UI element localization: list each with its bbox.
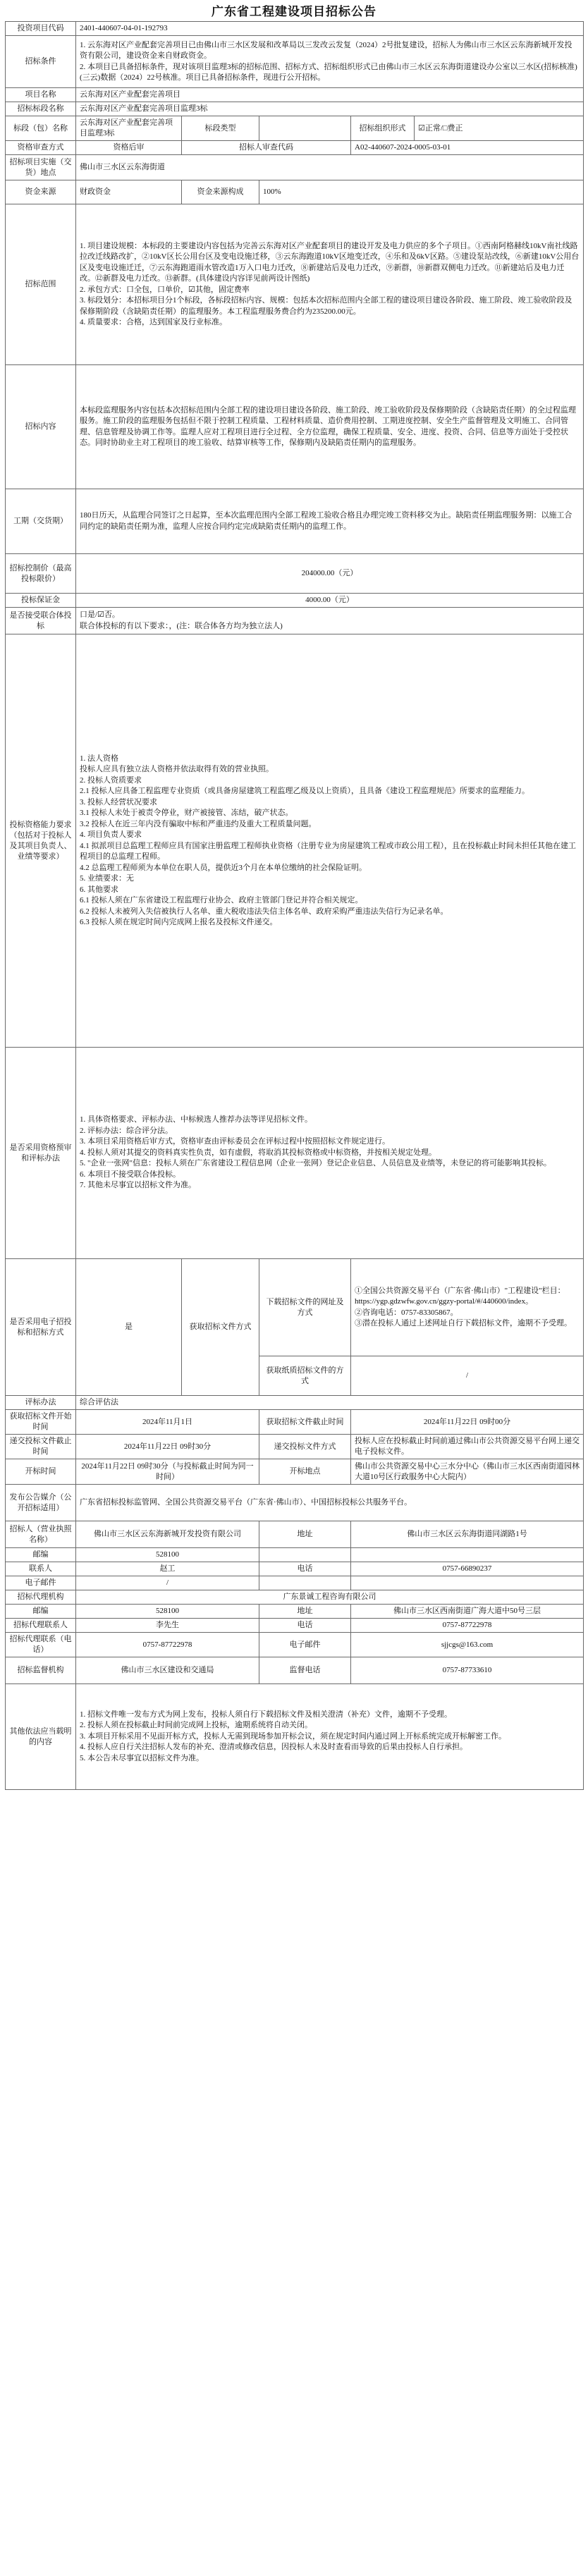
agent-reg-label: 招标代理联系（电话）	[6, 1633, 76, 1657]
deadline-label: 递交投标文件截止时间	[6, 1435, 76, 1459]
row-project-code	[6, 22, 584, 36]
agent-reg-value: 0757-87722978	[76, 1633, 259, 1657]
row-section	[6, 116, 584, 141]
agent-address-value: 佛山市三水区西南街道广海大道中50号三层	[351, 1605, 584, 1619]
tenderer-email-value: /	[76, 1576, 259, 1590]
section-name-value: 云东海对区产业配套完善项目监理3标	[76, 102, 584, 116]
section-type-label: 标段类型	[182, 116, 259, 141]
content-cell	[76, 365, 584, 489]
funding-ratio-label: 资金来源构成	[182, 180, 259, 204]
duration-text: 180日历天，从监理合同签订之日起算，至本次监理范围内全部工程竣工验收合格且办理完竣工资料移交为止。缺陷责任期监理服务期：以施工合同约定的缺陷责任期为准，监理人应按合同约定完成缺陷责任期内的监理工作。	[80, 511, 572, 531]
row-duration	[6, 489, 584, 554]
tenderer-address-value: 佛山市三水区云东海街道同湖路1号	[351, 1521, 584, 1548]
tender-conditions-text: 1. 云东海对区产业配套完善项目已由佛山市三水区发展和改革局以三发改云发复（2024）2号批复建设，招标人为佛山市三水区云东海新城开发投资有限公司，建设资金来自财政资金。 2. 本项目已具备招标条件，现对该项目监理3标的招标范围、招标方式、招标组织形式已由佛山市三水区云东海街道建设办公室以三水区(招标核准)(三云)数据（2024）22号核准。项目已具备招标条件，现进行公开招标。	[80, 40, 577, 82]
evaluation-label: 是否采用资格预审和评标办法	[6, 1048, 76, 1259]
tenderer-email-label: 电子邮件	[6, 1576, 76, 1590]
section-label: 标段（包）名称	[6, 116, 76, 141]
supervisor-value: 佛山市三水区建设和交通局	[76, 1657, 259, 1684]
section-name-label: 招标标段名称	[6, 102, 76, 116]
project-code-value: 2401-440607-04-01-192793	[76, 22, 584, 36]
row-funding	[6, 180, 584, 204]
tenderer-empty-value	[351, 1548, 584, 1562]
row-agent-reg	[6, 1633, 584, 1657]
row-supervisor	[6, 1657, 584, 1684]
qualification-review-label: 资格审查方式	[6, 141, 76, 155]
row-bid-bond	[6, 594, 584, 608]
row-opening	[6, 1459, 584, 1485]
scope-text: 1. 项目建设规模：本标段的主要建设内容包括为完善云东海对区产业配套项目的建设开发及电力供应的多个子项目。①西南阿格赫线10kV南社线路拉改迁线路改扩，②10kV区长公用台区及变电设施迁移，③云东海跑道10kV区地变迁改，④乐和及6kV区路。⑤建设泵站改线，⑥新建10kV公用台区及变电设施迁迁，⑦云东海跑道雨水管改造1万入口电力迁改，⑧新建站后及电力迁改，⑨新群，⑩新群双侧电力迁改。⑪新建站后及电力迁改。⑫新群及电力迁改。⑬新群。(具体建设内容详见前两设计图纸) 2. 承包方式：口全包，口单价，☑其他，固定费率 3. 标段划分：本招标项目分1个标段，各标段招标内容、规模：包括本次招标范围内全部工程的建设项目建设各阶段、施工阶段、竣工验收阶段及保修期阶段（含缺陷责任期）的监理服务。本工程监理服务费合约为235200.00元。 4. 质量要求：合格，达到国家及行业标准。	[80, 241, 580, 326]
agent-value: 广东景诚工程咨询有限公司	[76, 1590, 584, 1605]
tenderer-label: 招标人（营业执照名称）	[6, 1521, 76, 1548]
agent-phone-label: 电话	[259, 1619, 351, 1633]
row-location	[6, 155, 584, 180]
agent-email-label: 电子邮件	[259, 1633, 351, 1657]
review-code-value: A02-440607-2024-0005-03-01	[351, 141, 584, 155]
bid-bond-value: 4000.00（元）	[76, 594, 584, 608]
row-agent	[6, 1590, 584, 1605]
project-name-label: 项目名称	[6, 88, 76, 102]
electronic-value: 是	[76, 1259, 182, 1396]
qualification-review-value: 资格后审	[76, 141, 182, 155]
qualification-cell	[76, 634, 584, 1048]
paper-value: /	[351, 1356, 584, 1396]
get-start-value: 2024年11月1日	[76, 1410, 259, 1435]
row-electronic-download	[6, 1259, 584, 1356]
review-code-label: 招标人审查代码	[182, 141, 351, 155]
row-control-price	[6, 554, 584, 594]
eval-method-label: 评标办法	[6, 1396, 76, 1410]
org-form-value: ☑正常/□费正	[415, 116, 584, 141]
org-form-label: 招标组织形式	[351, 116, 415, 141]
tenderer-phone-value: 0757-66890237	[351, 1562, 584, 1576]
download-text: ①全国公共资源交易平台（广东省·佛山市）"工程建设"栏目：https://ygp.gdzwfw.gov.cn/ggzy-portal/#/440600/index。 ②咨询电话：0757-83305867。 ③潜在投标人通过上述网址自行下载招标文件，逾期不予受理。	[355, 1286, 572, 1327]
row-other	[6, 1684, 584, 1790]
row-tenderer-zip	[6, 1548, 584, 1562]
consortium-text: 口是/☑否。 联合体投标的有以下要求：，(注：联合体各方均为独立法人)	[80, 611, 283, 630]
download-cell	[351, 1259, 584, 1356]
supervisor-phone-value: 0757-87733610	[351, 1657, 584, 1684]
row-eval-method	[6, 1396, 584, 1410]
tenderer-email-empty-value	[351, 1576, 584, 1590]
location-value: 佛山市三水区云东海街道	[76, 155, 584, 180]
row-scope	[6, 204, 584, 365]
agent-email-value: sjjcgs@163.com	[351, 1633, 584, 1657]
scope-cell	[76, 204, 584, 365]
tender-conditions-cell	[76, 36, 584, 88]
section-type-value	[259, 116, 351, 141]
evaluation-text: 1. 具体资格要求、评标办法、中标候选人推荐办法等详见招标文件。 2. 评标办法：综合评分法。 3. 本项目采用资格后审方式，资格审查由评标委员会在评标过程中按照招标文件规定进行。 4. 投标人须对其提交的资料真实性负责，如有虚假，将取消其投标资格或中标资格，并按相关规定处理。 5. "企业一张网"信息：投标人须在广东省建设工程信息网（企业一张网）登记企业信息、人员信息及业绩等，未登记的将可能影响其投标。 6. 本项目不接受联合体投标。 7. 其他未尽事宜以招标文件为准。	[80, 1115, 551, 1190]
qualification-label: 投标资格能力要求（包括对于投标人及其项目负责人、业绩等要求）	[6, 634, 76, 1048]
agent-zip-value: 528100	[76, 1605, 259, 1619]
row-tenderer-email	[6, 1576, 584, 1590]
paper-label: 获取纸质招标文件的方式	[259, 1356, 351, 1396]
other-cell	[76, 1684, 584, 1790]
content-text: 本标段监理服务内容包括本次招标范围内全部工程的建设项目建设各阶段、施工阶段、竣工验收阶段及保修期阶段（含缺陷责任期）的全过程监理服务。施工阶段的监理服务包括但不限于控制工程质量、工程材料质量、造价费用控制、工期进度控制、安全生产监督管理及文明施工、合同管理、信息管理及协调工作等。监理人应对工程项目进行全过程、全方位监理，确保工程质量、安全、进度、投资、合同、信息等方面处于受控状态。同时协助业主对工程项目的竣工验收、结算审核等工作，保修期内及缺陷责任期内的监理服务。	[80, 405, 576, 447]
publication-value: 广东省招标投标监管网、全国公共资源交易平台（广东省·佛山市）、中国招标投标公共服务平台。	[76, 1485, 584, 1521]
section-value: 云东海对区产业配套完善项目监理3标	[76, 116, 182, 141]
agent-address-label: 地址	[259, 1605, 351, 1619]
row-agent-address	[6, 1605, 584, 1619]
agent-contact-label: 招标代理联系人	[6, 1619, 76, 1633]
tenderer-empty-label	[259, 1548, 351, 1562]
tenderer-email-empty-label	[259, 1576, 351, 1590]
row-tenderer-contact	[6, 1562, 584, 1576]
row-section-name	[6, 102, 584, 116]
consortium-cell	[76, 608, 584, 634]
supervisor-phone-label: 监督电话	[259, 1657, 351, 1684]
deadline-value: 2024年11月22日 09时30分	[76, 1435, 259, 1459]
opening-place-label: 开标地点	[259, 1459, 351, 1485]
row-publication	[6, 1485, 584, 1521]
tenderer-contact-value: 赵工	[76, 1562, 259, 1576]
agent-label: 招标代理机构	[6, 1590, 76, 1605]
duration-cell	[76, 489, 584, 554]
tender-conditions-label: 招标条件	[6, 36, 76, 88]
row-deadline	[6, 1435, 584, 1459]
download-label: 下载招标文件的网址及方式	[259, 1259, 351, 1356]
control-price-label: 招标控制价（最高投标限价）	[6, 554, 76, 594]
row-qualification	[6, 634, 584, 1048]
control-price-value: 204000.00（元）	[76, 554, 584, 594]
funding-label: 资金来源	[6, 180, 76, 204]
agent-phone-value: 0757-87722978	[351, 1619, 584, 1633]
tenderer-zip-value: 528100	[76, 1548, 259, 1562]
qualification-text: 1. 法人资格 投标人应具有独立法人资格并依法取得有效的营业执照。 2. 投标人资质要求 2.1 投标人应具备工程监理专业资质（或具备房屋建筑工程监理乙级及以上资质），且具备《建设工程监理规范》所要求的监理能力。 3. 投标人经营状况要求 3.1 投标人未处于被责令停业，财产被接管、冻结，破产状态。 3.2 投标人在近三年内没有骗取中标和严重违约及重大工程质量问题。 4. 项目负责人要求 4.1 拟派项目总监理工程师应具有国家注册监理工程师执业资格（注册专业为房屋建筑工程或市政公用工程），且在投标截止时间未担任其他在建工程项目的总监理工程师。 4.2 总监理工程师须为本单位在职人员，提供近3个月在本单位缴纳的社会保险证明。 5. 业绩要求：无 6. 其他要求 6.1 投标人须在广东省建设工程监理行业协会、政府主管部门登记并符合相关规定。 6.2 投标人未被列入失信被执行人名单、重大税收违法失信主体名单、政府采购严重违法失信行为记录名单。 6.3 投标人须在规定时间内完成网上报名及投标文件递交。	[80, 754, 576, 926]
project-name-value: 云东海对区产业配套完善项目	[76, 88, 584, 102]
funding-ratio: 100%	[259, 180, 584, 204]
eval-method-value: 综合评估法	[76, 1396, 584, 1410]
evaluation-cell	[76, 1048, 584, 1259]
get-end-label: 获取招标文件截止时间	[259, 1410, 351, 1435]
project-code-label: 投资项目代码	[6, 22, 76, 36]
tenderer-value: 佛山市三水区云东海新城开发投资有限公司	[76, 1521, 259, 1548]
get-start-label: 获取招标文件开始时间	[6, 1410, 76, 1435]
row-consortium	[6, 608, 584, 634]
get-end-value: 2024年11月22日 09时00分	[351, 1410, 584, 1435]
row-get-time	[6, 1410, 584, 1435]
opening-value: 2024年11月22日 09时30分（与投标截止时间为同一时间）	[76, 1459, 259, 1485]
row-content	[6, 365, 584, 489]
row-tenderer	[6, 1521, 584, 1548]
tender-info-table	[5, 21, 584, 1790]
bid-bond-label: 投标保证金	[6, 594, 76, 608]
agent-zip-label: 邮编	[6, 1605, 76, 1619]
row-project-name	[6, 88, 584, 102]
row-tender-conditions	[6, 36, 584, 88]
duration-label: 工期（交货期）	[6, 489, 76, 554]
document-title: 广东省工程建设项目招标公告	[212, 5, 376, 18]
get-method-label: 获取招标文件方式	[182, 1259, 259, 1396]
tenderer-zip-label: 邮编	[6, 1548, 76, 1562]
consortium-label: 是否接受联合体投标	[6, 608, 76, 634]
submit-method-value: 投标人应在投标截止时间前通过佛山市公共资源交易平台网上递交电子投标文件。	[351, 1435, 584, 1459]
electronic-label: 是否采用电子招投标和招标方式	[6, 1259, 76, 1396]
opening-label: 开标时间	[6, 1459, 76, 1485]
tenderer-contact-label: 联系人	[6, 1562, 76, 1576]
row-evaluation	[6, 1048, 584, 1259]
tenderer-phone-label: 电话	[259, 1562, 351, 1576]
location-label: 招标项目实施（交货）地点	[6, 155, 76, 180]
submit-method-label: 递交投标文件方式	[259, 1435, 351, 1459]
other-text: 1. 招标文件唯一发布方式为网上发布，投标人须自行下载招标文件及相关澄清（补充）文件，逾期不予受理。 2. 投标人须在投标截止时间前完成网上投标，逾期系统将自动关闭。 3. 本项目开标采用不见面开标方式，投标人无需到现场参加开标会议，须在规定时间内通过网上开标系统完成开标解密工作。 4. 投标人应自行关注招标人发布的补充、澄清或修改信息，因投标人未及时查看而导致的后果由投标人自行承担。 5. 本公告未尽事宜以招标文件为准。	[80, 1710, 506, 1762]
content-label: 招标内容	[6, 365, 76, 489]
supervisor-label: 招标监督机构	[6, 1657, 76, 1684]
row-agent-contact	[6, 1619, 584, 1633]
scope-label: 招标范围	[6, 204, 76, 365]
other-label: 其他依法应当载明的内容	[6, 1684, 76, 1790]
publication-label: 发布公告媒介（公开招标适用）	[6, 1485, 76, 1521]
opening-place-value: 佛山市公共资源交易中心三水分中心（佛山市三水区西南街道园林大道10号区行政服务中心大院内）	[351, 1459, 584, 1485]
agent-contact-value: 李先生	[76, 1619, 259, 1633]
tenderer-address-label: 地址	[259, 1521, 351, 1548]
funding-source: 财政资金	[76, 180, 182, 204]
row-qualification-review	[6, 141, 584, 155]
